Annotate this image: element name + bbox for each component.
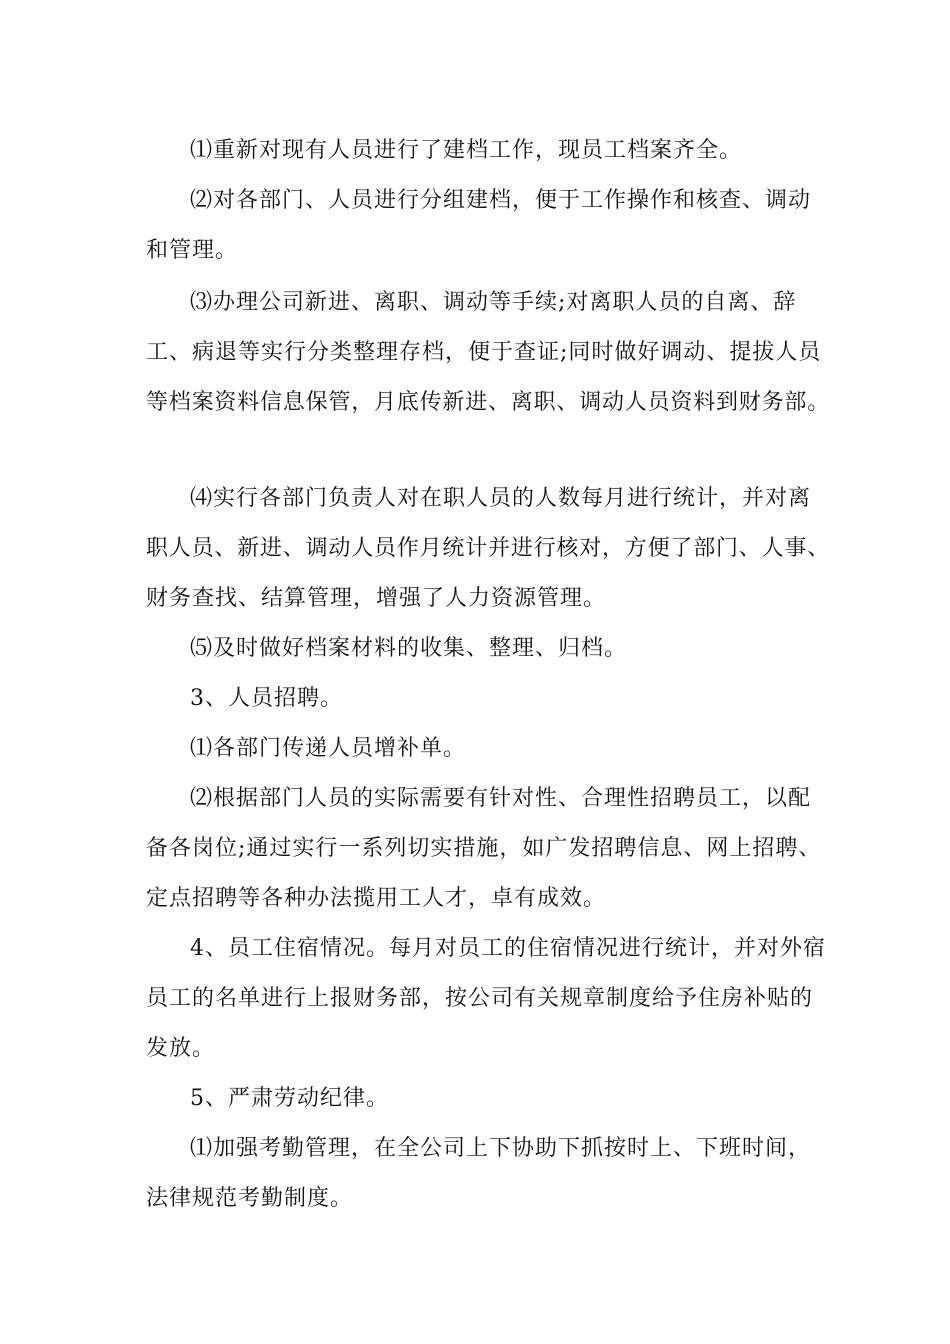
text-line: 法律规范考勤制度。	[146, 1186, 354, 1211]
text-line: 等档案资料信息保管，月底传新进、离职、调动人员资料到财务部。	[146, 390, 831, 415]
section-heading: 3、人员招聘。	[190, 686, 343, 711]
text-line: 定点招聘等各种办法揽用工人才，卓有成效。	[146, 886, 607, 911]
section-heading: 5、严肃劳动纪律。	[190, 1086, 389, 1111]
text-line: ⑷实行各部门负责人对在职人员的人数每月进行统计，并对离	[190, 486, 812, 511]
text-line: 员工的名单进行上报财务部，按公司有关规章制度给予住房补贴的	[146, 986, 814, 1011]
text-line: ⑴各部门传递人员增补单。	[190, 736, 467, 761]
text-line: ⑴重新对现有人员进行了建档工作，现员工档案齐全。	[190, 138, 743, 163]
section-heading: 4、员工住宿情况。每月对员工的住宿情况进行统计，并对外宿	[190, 936, 826, 961]
text-line: 工、病退等实行分类整理存档，便于查证;同时做好调动、提拔人员	[146, 340, 822, 365]
text-line: 财务查找、结算管理，增强了人力资源管理。	[146, 586, 607, 611]
text-line: 备各岗位;通过实行一系列切实措施，如广发招聘信息、网上招聘、	[146, 836, 822, 861]
text-line: 和管理。	[146, 238, 239, 263]
text-line: ⑵对各部门、人员进行分组建档，便于工作操作和核查、调动	[190, 188, 812, 213]
text-line: 发放。	[146, 1036, 216, 1061]
text-line: 职人员、新进、调动人员作月统计并进行核对，方便了部门、人事、	[146, 536, 831, 561]
text-line: ⑵根据部门人员的实际需要有针对性、合理性招聘员工，以配	[190, 786, 812, 811]
text-line: ⑶办理公司新进、离职、调动等手续;对离职人员的自离、辞	[190, 290, 797, 315]
text-line: ⑸及时做好档案材料的收集、整理、归档。	[190, 636, 628, 661]
text-line: ⑴加强考勤管理，在全公司上下协助下抓按时上、下班时间，	[190, 1136, 812, 1161]
